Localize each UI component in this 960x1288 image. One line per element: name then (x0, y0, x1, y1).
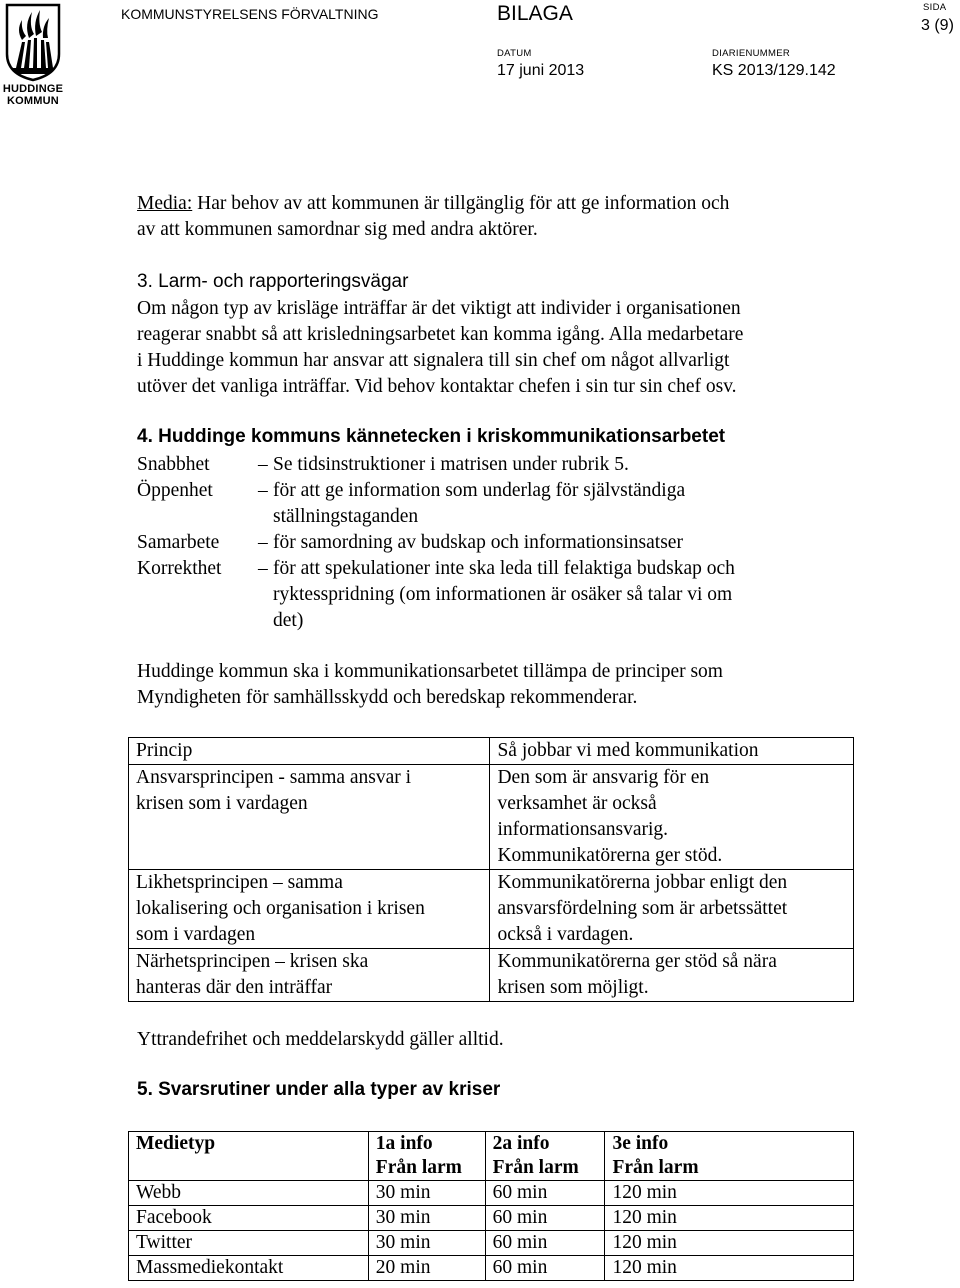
header-line: Från larm (612, 1157, 699, 1178)
trait-description-line: det) (273, 610, 304, 631)
trait-row-korrekthet (137, 556, 837, 634)
table-cell: 120 min (605, 1231, 854, 1256)
practice-cell (490, 949, 854, 1002)
section-3-line: Om någon typ av krisläge inträffar är det viktigt att individer i organisationen (137, 298, 741, 319)
table-header-cell (485, 1132, 605, 1181)
section-3-body (137, 296, 743, 400)
header-line: Från larm (492, 1157, 579, 1178)
diarienummer-value: KS 2013/129.142 (712, 62, 836, 79)
section-3-line: reagerar snabbt så att krisledningsarbetet kan komma igång. Alla medarbetare (137, 324, 744, 345)
closing-line: Myndigheten för samhällsskydd och beredskap rekommenderar. (137, 687, 638, 708)
response-times-table (128, 1131, 854, 1281)
cell-line: ansvarsfördelning som är arbetssättet (497, 898, 788, 919)
table-cell: Massmediekontakt (129, 1256, 369, 1281)
logo-text-huddinge: HUDDINGE (2, 83, 64, 95)
trait-description-line: för att ge information som underlag för självständiga (273, 480, 686, 501)
header-line: 3e info (612, 1133, 669, 1154)
cell-line: krisen som möjligt. (497, 977, 649, 998)
principles-table (128, 737, 854, 1002)
trait-description (273, 556, 953, 634)
trait-row-samarbete (137, 530, 837, 556)
cell-line: Likhetsprincipen – samma (136, 872, 343, 893)
cell-line: Kommunikatörerna ger stöd. (497, 845, 723, 866)
table-cell: Twitter (129, 1231, 369, 1256)
table-header-cell (129, 1132, 369, 1181)
sida-label: SIDA (923, 2, 947, 13)
section-5-heading: 5. Svarsrutiner under alla typer av kriser (137, 1079, 501, 1100)
section-3-line: i Huddinge kommun har ansvar att signalera till sin chef om något allvarligt (137, 350, 730, 371)
cell-line: Kommunikatörerna jobbar enligt den (497, 872, 788, 893)
trait-row-oppenhet (137, 478, 837, 530)
trait-description (273, 478, 953, 530)
practice-cell (490, 765, 854, 870)
practice-cell (490, 870, 854, 949)
header-line: 2a info (492, 1133, 550, 1154)
cell-line: Kommunikatörerna ger stöd så nära (497, 951, 777, 972)
principle-cell (129, 870, 490, 949)
table-row (129, 1256, 854, 1281)
cell-line: Den som är ansvarig för en (497, 767, 710, 788)
trait-term: Korrekthet (137, 558, 222, 579)
table-cell: 60 min (485, 1181, 605, 1206)
datum-label: DATUM (497, 48, 532, 59)
table-cell: Facebook (129, 1206, 369, 1231)
table-row (129, 870, 854, 949)
closing-line: Huddinge kommun ska i kommunikationsarbetet tillämpa de principer som (137, 661, 723, 682)
trait-term: Samarbete (137, 532, 220, 553)
table-cell: 20 min (368, 1256, 485, 1281)
table-header-cell: Så jobbar vi med kommunikation (490, 738, 854, 765)
table-cell: 120 min (605, 1206, 854, 1231)
table-cell: 120 min (605, 1181, 854, 1206)
trait-description-line: ryktesspridning (om informationen är osäker så talar vi om (273, 584, 733, 605)
table-row (129, 949, 854, 1002)
media-line-1: Har behov av att kommunen är tillgänglig för att ge information och (192, 193, 730, 214)
media-label: Media: (137, 193, 193, 214)
trait-term: Snabbhet (137, 454, 210, 475)
section-3-heading: 3. Larm- och rapporteringsvägar (137, 271, 409, 292)
section-3-line: utöver det vanliga inträffar. Vid behov kontaktar chefen i sin tur sin chef osv. (137, 376, 737, 397)
logo-text-kommun: KOMMUN (7, 95, 59, 107)
table-header-cell (368, 1132, 485, 1181)
diarienummer-label: DIARIENUMMER (712, 48, 791, 59)
trait-dash: – (258, 454, 268, 475)
cell-line: lokalisering och organisation i krisen (136, 898, 425, 919)
trait-description-line: ställningstaganden (273, 506, 419, 527)
table-header-cell: Princip (129, 738, 490, 765)
section-4-closing (137, 659, 723, 711)
section-4-heading: 4. Huddinge kommuns kännetecken i kriskommunikationsarbetet (137, 426, 726, 447)
cell-line: informationsansvarig. (497, 819, 669, 840)
trait-description-line: Se tidsinstruktioner i matrisen under rubrik 5. (273, 454, 629, 475)
huddinge-logo (2, 2, 64, 106)
principle-cell (129, 765, 490, 870)
table-cell: 30 min (368, 1181, 485, 1206)
trait-description (273, 452, 953, 478)
trait-description-line: för samordning av budskap och informationsinsatser (273, 532, 683, 553)
table-row (129, 765, 854, 870)
cell-line: verksamhet är också (497, 793, 657, 814)
table-cell: 60 min (485, 1231, 605, 1256)
trait-dash: – (258, 480, 268, 501)
table-header-row (129, 1132, 854, 1181)
datum-value: 17 juni 2013 (497, 62, 585, 79)
cell-line: hanteras där den inträffar (136, 977, 333, 998)
sida-value: 3 (9) (921, 17, 954, 34)
table-row (129, 1231, 854, 1256)
cell-line: som i vardagen (136, 924, 256, 945)
table-header-row (129, 738, 854, 765)
table-cell: 60 min (485, 1256, 605, 1281)
table-header-cell (605, 1132, 854, 1181)
principle-cell (129, 949, 490, 1002)
trait-row-snabbhet (137, 452, 837, 478)
table-cell: 120 min (605, 1256, 854, 1281)
header-line: Från larm (375, 1157, 462, 1178)
table-row (129, 1181, 854, 1206)
table-cell: 60 min (485, 1206, 605, 1231)
trait-dash: – (258, 558, 268, 579)
header-line: 1a info (375, 1133, 433, 1154)
trait-term: Öppenhet (137, 480, 213, 501)
cell-line: krisen som i vardagen (136, 793, 308, 814)
table-cell: Webb (129, 1181, 369, 1206)
organization-name: KOMMUNSTYRELSENS FÖRVALTNING (121, 6, 379, 22)
trait-description (273, 530, 953, 556)
header-line: Medietyp (136, 1133, 216, 1154)
yttrandefrihet-note: Yttrandefrihet och meddelarskydd gäller alltid. (137, 1029, 504, 1050)
table-cell: 30 min (368, 1206, 485, 1231)
document-type: BILAGA (497, 2, 573, 25)
cell-line: också i vardagen. (497, 924, 634, 945)
flame-crest-icon (2, 2, 64, 82)
trait-description-line: för att spekulationer inte ska leda till felaktiga budskap och (273, 558, 735, 579)
media-line-2: av att kommunen samordnar sig med andra aktörer. (137, 219, 538, 240)
table-row (129, 1206, 854, 1231)
cell-line: Ansvarsprincipen - samma ansvar i (136, 767, 412, 788)
table-cell: 30 min (368, 1231, 485, 1256)
media-paragraph (137, 191, 729, 243)
cell-line: Närhetsprincipen – krisen ska (136, 951, 369, 972)
trait-dash: – (258, 532, 268, 553)
